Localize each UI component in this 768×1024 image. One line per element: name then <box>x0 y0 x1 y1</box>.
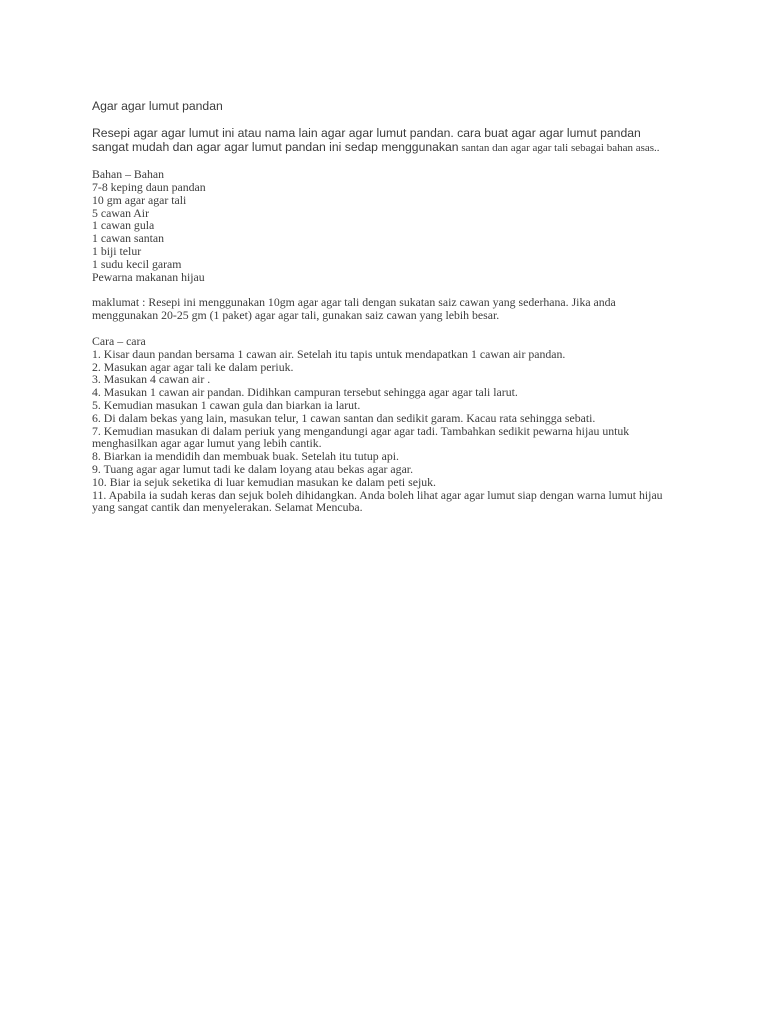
step-item: 4. Masukan 1 cawan air pandan. Didihkan campuran tersebut sehingga agar agar tali larut. <box>92 385 518 400</box>
ingredient-item: 5 cawan Air <box>92 205 149 220</box>
step-item: 9. Tuang agar agar lumut tadi ke dalam loyang atau bekas agar agar. <box>92 461 414 476</box>
step-item: 10. Biar ia sejuk seketika di luar kemudian masukan ke dalam peti sejuk. <box>92 474 436 489</box>
step-item: 2. Masukan agar agar tali ke dalam periuk. <box>92 359 294 374</box>
steps-heading: Cara – cara <box>92 333 146 348</box>
document-page <box>92 100 672 514</box>
step-item: 1. Kisar daun pandan bersama 1 cawan air. Setelah itu tapis untuk mendapatkan 1 cawan air pandan. <box>92 346 566 361</box>
step-item: 6. Di dalam bekas yang lain, masukan telur, 1 cawan santan dan sedikit garam. Kacau rata sehingga sebati. <box>92 410 596 425</box>
note-text: maklumat : Resepi ini menggunakan 10gm agar agar tali dengan sukatan saiz cawan yang sederhana. Jika anda menggunakan 20-25 gm (1 paket) agar agar tali, gunakan saiz cawan yang lebih besar. <box>92 295 616 323</box>
ingredient-item: 7-8 keping daun pandan <box>92 180 206 195</box>
ingredient-item: Pewarna makanan hijau <box>92 269 205 284</box>
intro-text-serif: santan dan agar agar tali sebagai bahan asas.. <box>458 141 660 154</box>
ingredient-item: 1 cawan gula <box>92 218 155 233</box>
ingredient-item: 1 biji telur <box>92 244 142 258</box>
step-item: 11. Apabila ia sudah keras dan sejuk boleh dihidangkan. Anda boleh lihat agar agar lumut siap dengan warna lumut hijau yang sangat cantik dan menyelerakan. Selamat Mencuba. <box>92 487 663 515</box>
intro-paragraph <box>92 127 672 155</box>
step-item: 8. Biarkan ia mendidih dan membuak buak. Setelah itu tutup api. <box>92 449 399 464</box>
note-paragraph <box>92 296 672 322</box>
step-item: 5. Kemudian masukan 1 cawan gula dan biarkan ia larut. <box>92 397 361 412</box>
ingredients-heading: Bahan – Bahan <box>92 167 165 182</box>
document-title: Agar agar lumut pandan <box>92 99 223 113</box>
step-item: 3. Masukan 4 cawan air . <box>92 372 211 387</box>
steps-section <box>92 335 672 514</box>
ingredient-item: 1 sudu kecil garam <box>92 256 182 271</box>
step-item: 7. Kemudian masukan di dalam periuk yang mengandungi agar agar tadi. Tambahkan sedikit pewarna hijau untuk menghasilkan agar agar lumut yang lebih cantik. <box>92 423 630 451</box>
intro-text: Resepi agar agar lumut ini atau nama lain agar agar lumut pandan. cara buat agar agar lumut pandan sangat mudah dan agar agar lumut pandan ini sedap menggunakan <box>92 126 641 154</box>
ingredient-item: 10 gm agar agar tali <box>92 192 187 207</box>
ingredients-section <box>92 168 672 283</box>
ingredient-item: 1 cawan santan <box>92 231 165 246</box>
